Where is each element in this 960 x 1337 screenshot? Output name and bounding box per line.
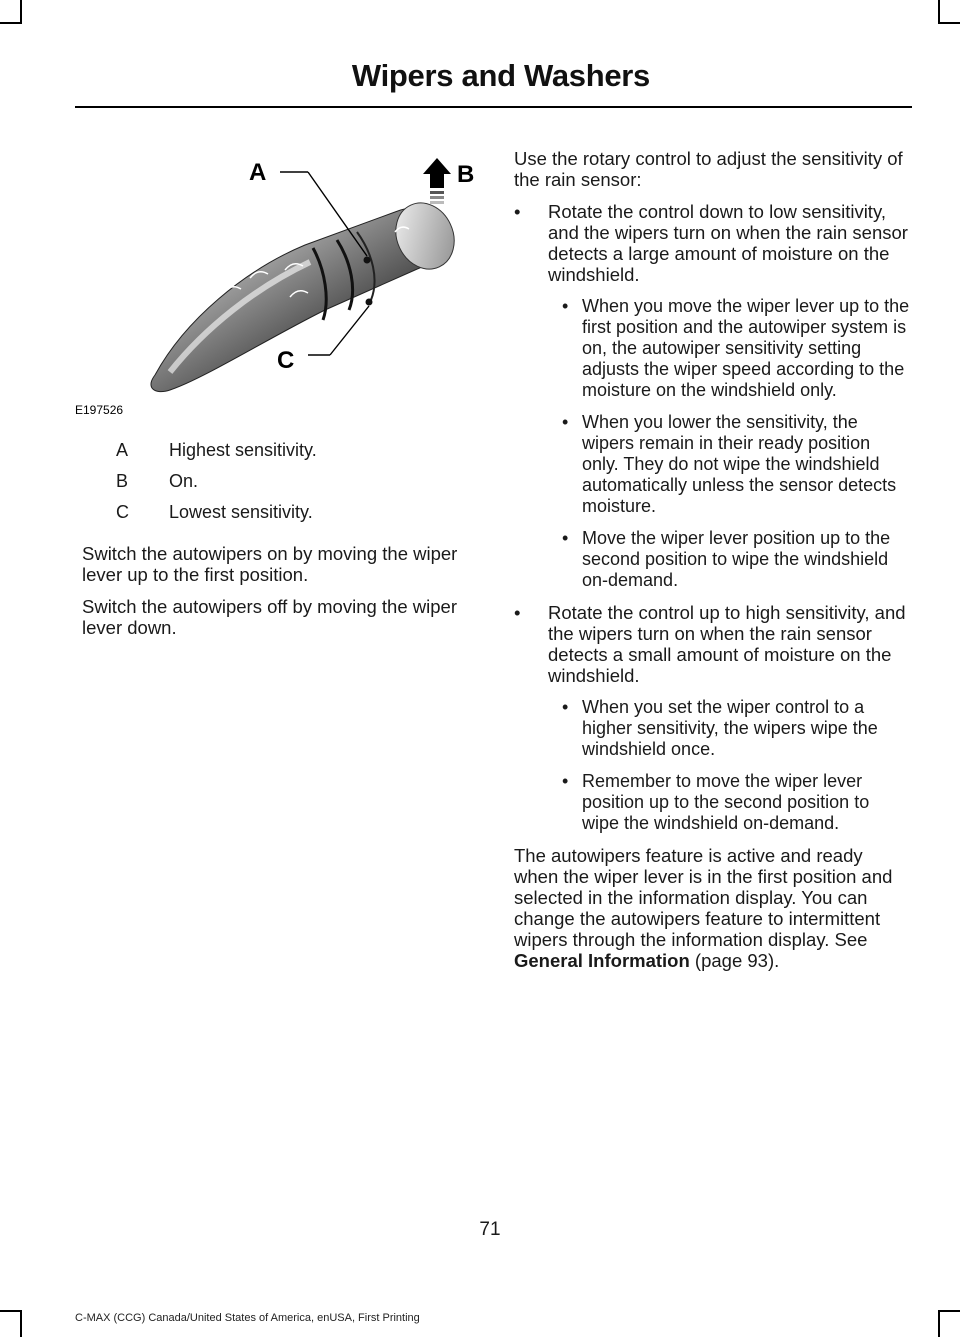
bullet-icon: • bbox=[562, 771, 569, 791]
crop-mark bbox=[938, 1310, 960, 1312]
bullet-icon: • bbox=[562, 528, 569, 548]
right-column bbox=[514, 148, 910, 982]
crop-mark bbox=[0, 22, 22, 24]
callout-a: A bbox=[249, 159, 267, 186]
left-column bbox=[82, 543, 482, 649]
bullet-item bbox=[514, 602, 910, 686]
bullet-text: Rotate the control down to low sensitivity, and the wipers turn on when the rain sensor detects a large amount of moisture on the windshield. bbox=[548, 201, 908, 285]
legend-letter: A bbox=[116, 440, 129, 460]
bullet-icon: • bbox=[514, 201, 521, 222]
header-divider bbox=[75, 106, 912, 108]
crop-mark bbox=[20, 1310, 22, 1337]
sub-bullet-item bbox=[514, 528, 910, 591]
callout-c: C bbox=[277, 347, 295, 374]
sub-bullet-item bbox=[514, 412, 910, 517]
legend-row bbox=[116, 440, 496, 471]
sub-bullet-text: Move the wiper lever position up to the second position to wipe the windshield on-demand. bbox=[582, 528, 891, 590]
bullet-item bbox=[514, 201, 910, 285]
body-paragraph: Switch the autowipers on by moving the wiper lever up to the first position. bbox=[82, 543, 458, 585]
sub-bullet-item bbox=[514, 771, 910, 834]
sub-bullet-text: When you move the wiper lever up to the first position and the autowiper system is on, the autowiper sensitivity setting adjusts the wiper speed according to the moisture on the windshield only. bbox=[582, 296, 910, 400]
page-number: 71 bbox=[479, 1219, 501, 1240]
sub-bullet-text: Remember to move the wiper lever position up to the second position to wipe the windshield on-demand. bbox=[582, 771, 870, 833]
callout-b: B bbox=[457, 161, 475, 188]
legend-text: On. bbox=[169, 471, 199, 491]
crop-mark bbox=[20, 0, 22, 24]
arrow-up-icon bbox=[423, 158, 451, 204]
crop-mark bbox=[938, 0, 940, 24]
page-reference: (page 93). bbox=[689, 950, 780, 971]
bullet-icon: • bbox=[562, 697, 569, 717]
bullet-icon: • bbox=[562, 296, 569, 316]
bullet-text: Rotate the control up to high sensitivity, and the wipers turn on when the rain sensor detects a small amount of moisture on the windshield. bbox=[548, 602, 906, 686]
sub-bullet-item bbox=[514, 697, 910, 760]
legend-text: Highest sensitivity. bbox=[169, 440, 317, 460]
legend-row bbox=[116, 502, 496, 533]
figure-legend bbox=[116, 440, 496, 533]
body-paragraph: Switch the autowipers off by moving the wiper lever down. bbox=[82, 596, 457, 638]
sub-bullet-item bbox=[514, 296, 910, 401]
legend-letter: C bbox=[116, 502, 129, 522]
legend-row bbox=[116, 471, 496, 502]
crop-mark bbox=[938, 22, 960, 24]
legend-text: Lowest sensitivity. bbox=[169, 502, 313, 522]
legend-letter: B bbox=[116, 471, 129, 491]
cross-reference-link[interactable]: General Information bbox=[514, 950, 690, 971]
bullet-icon: • bbox=[514, 602, 521, 623]
wiper-lever-figure bbox=[75, 150, 490, 420]
figure-code: E197526 bbox=[75, 403, 124, 417]
footer-text: C-MAX (CCG) Canada/United States of America, enUSA, First Printing bbox=[75, 1312, 420, 1324]
crop-mark bbox=[0, 1310, 22, 1312]
closing-paragraph bbox=[514, 845, 910, 971]
crop-mark bbox=[938, 1310, 940, 1337]
closing-text: The autowipers feature is active and ready when the wiper lever is in the first position and selected in the information display. You can change the autowipers feature to intermittent wipers through the information display. See bbox=[514, 845, 893, 950]
sub-bullet-text: When you lower the sensitivity, the wipers remain in their ready position only. They do not wipe the windshield automatically unless the sensor detects moisture. bbox=[582, 412, 897, 516]
page-title: Wipers and Washers bbox=[351, 58, 650, 93]
bullet-icon: • bbox=[562, 412, 569, 432]
intro-paragraph: Use the rotary control to adjust the sensitivity of the rain sensor: bbox=[514, 148, 903, 190]
sub-bullet-text: When you set the wiper control to a higher sensitivity, the wipers wipe the windshield once. bbox=[582, 697, 878, 759]
